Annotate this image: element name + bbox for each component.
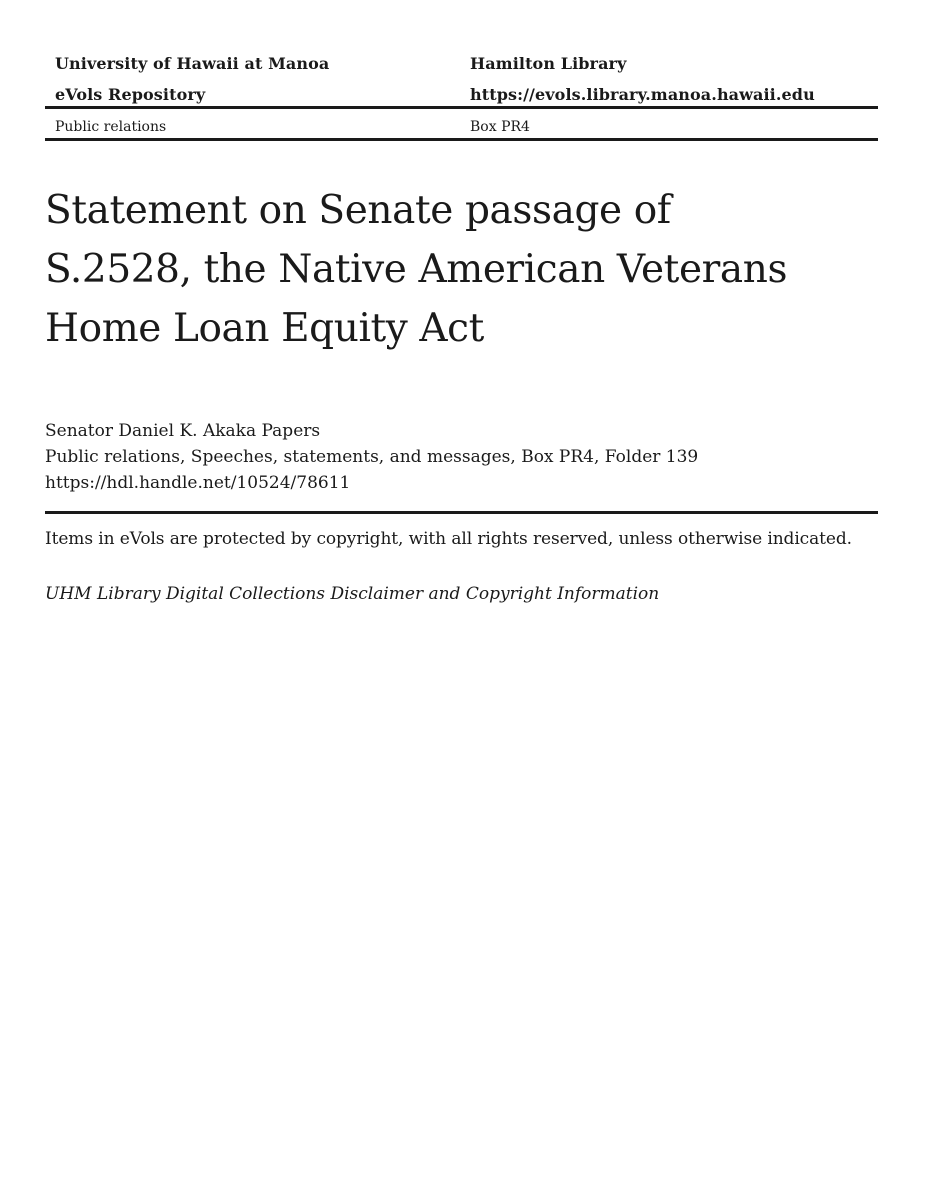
citation-divider-rule	[45, 511, 878, 514]
disclaimer-link[interactable]: UHM Library Digital Collections Disclaimer and Copyright Information	[45, 584, 660, 604]
document-title	[45, 181, 885, 358]
header-series: Public relations	[55, 119, 167, 135]
header-rule-top	[45, 106, 878, 109]
citation-block	[45, 418, 698, 496]
title-line-2: S.2528, the Native American Veterans	[45, 247, 788, 292]
header-library: Hamilton Library	[470, 54, 627, 73]
citation-location: Public relations, Speeches, statements, and messages, Box PR4, Folder 139	[45, 447, 699, 467]
header-rule-bottom	[45, 138, 878, 141]
header-institution: University of Hawaii at Manoa	[55, 54, 330, 73]
title-line-3: Home Loan Equity Act	[45, 306, 484, 351]
header-box: Box PR4	[470, 119, 530, 135]
header-repository: eVols Repository	[55, 85, 206, 104]
citation-handle-url[interactable]: https://hdl.handle.net/10524/78611	[45, 473, 351, 493]
title-line-1: Statement on Senate passage of	[45, 188, 671, 233]
copyright-notice: Items in eVols are protected by copyright, with all rights reserved, unless otherwise indicated.	[45, 529, 852, 549]
header-repository-url[interactable]: https://evols.library.manoa.hawaii.edu	[470, 85, 815, 104]
citation-collection: Senator Daniel K. Akaka Papers	[45, 421, 321, 441]
